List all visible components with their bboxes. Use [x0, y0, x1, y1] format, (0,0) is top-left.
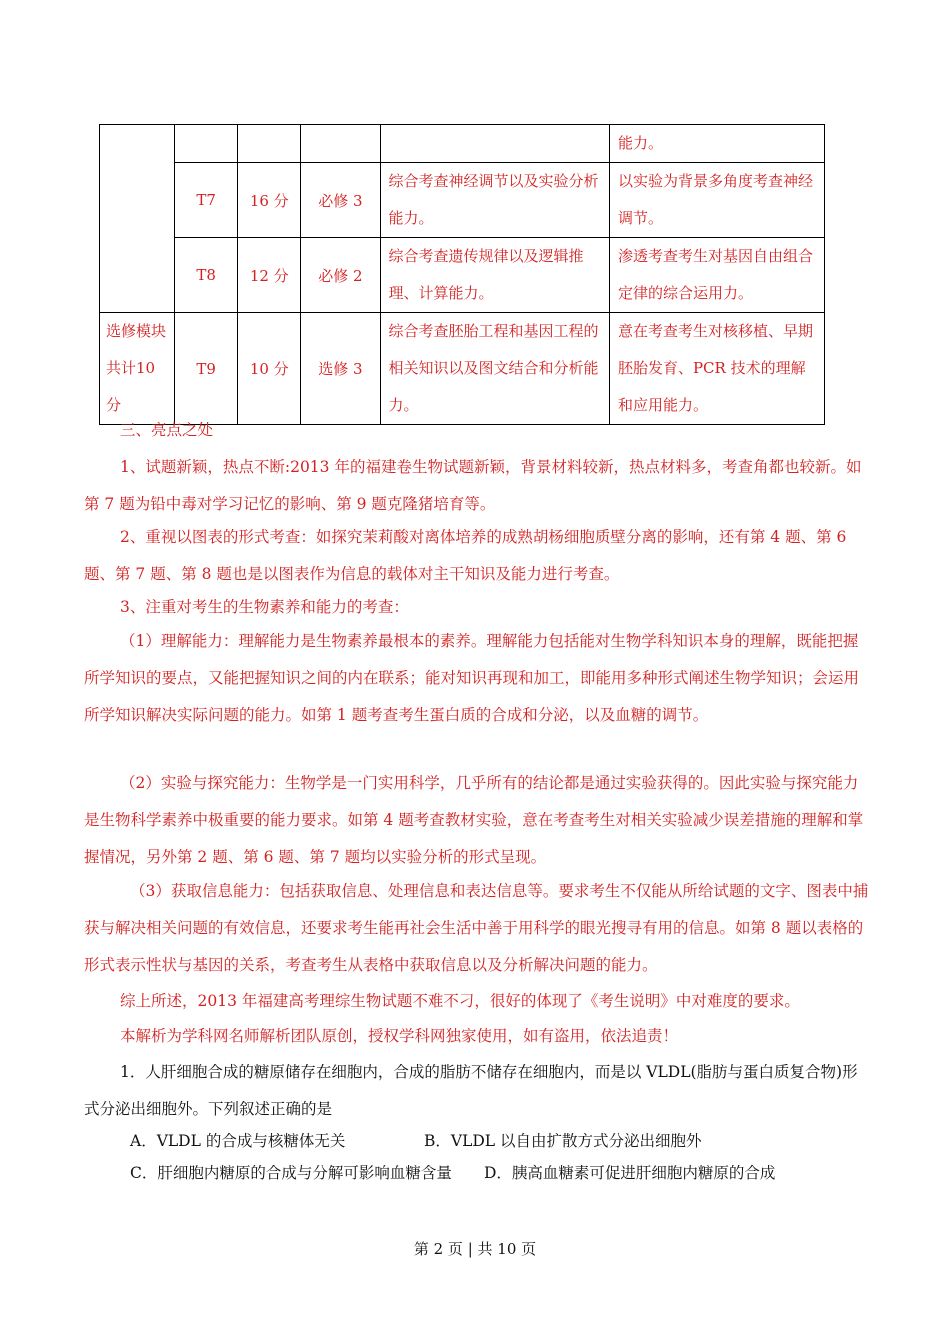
page-footer: 第 2 页 | 共 10 页 [413, 1240, 537, 1258]
option-b: B．VLDL 以自由扩散方式分泌出细胞外 [424, 1132, 702, 1150]
option-a: A．VLDL 的合成与核糖体无关 [130, 1132, 346, 1150]
table-row [100, 163, 825, 238]
option-c: C．肝细胞内糖原的合成与分解可影响血糖含量 [130, 1164, 452, 1182]
table-row [100, 313, 825, 425]
ability-information: （3）获取信息能力：包括获取信息、处理信息和表达信息等。要求考生不仅能从所给试题的文字、图表中捕获与解决相关问题的有效信息，还要求考生能再社会生活中善于用科学的眼光搜寻有用的信息。如第 8 题以表格的形式表示性状与基因的关系，考查考生从表格中获取信息以及分析解决问题的能力。 [84, 882, 869, 974]
copyright-notice: 本解析为学科网名师解析团队原创，授权学科网独家使用，如有盗用，依法追责！ [120, 1027, 679, 1045]
highlight-point-2: 2、重视以图表的形式考查：如探究茉莉酸对离体培养的成熟胡杨细胞质壁分离的影响，还有第 4 题、第 6 题、第 7 题、第 8 题也是以图表作为信息的载体对主干知识及能力进行考查。 [84, 528, 847, 583]
table-cell-score: 10 分 [238, 313, 301, 425]
table-cell-book: 必修 2 [301, 238, 380, 313]
summary-paragraph: 综上所述，2013 年福建高考理综生物试题不难不刁，很好的体现了《考生说明》中对难度的要求。 [120, 992, 800, 1010]
ability-understanding: （1）理解能力：理解能力是生物素养最根本的素养。理解能力包括能对生物学科知识本身的理解，既能把握所学知识的要点，又能把握知识之间的内在联系；能对知识再现和加工，即能用多种形式阐述生物学知识；会运用所学知识解决实际问题的能力。如第 1 题考查考生蛋白质的合成和分泌，以及血糖的调节。 [84, 632, 860, 724]
exam-analysis-table [99, 124, 825, 425]
table-cell-goal: 渗透考查考生对基因自由组合定律的综合运用力。 [609, 238, 824, 313]
table-cell-num [175, 125, 238, 163]
highlight-point-3: 3、注重对考生的生物素养和能力的考查： [120, 598, 409, 616]
table-cell-score [238, 125, 301, 163]
table-cell-desc: 综合考查胚胎工程和基因工程的相关知识以及图文结合和分析能力。 [380, 313, 609, 425]
table-cell-module: 选修模块共计10分 [100, 313, 175, 425]
table-cell-goal: 意在考查考生对核移植、早期胚胎发育、PCR 技术的理解和应用能力。 [609, 313, 824, 425]
table-cell-book: 选修 3 [301, 313, 380, 425]
table-cell-goal: 以实验为背景多角度考查神经调节。 [609, 163, 824, 238]
table-cell-desc: 综合考查遗传规律以及逻辑推理、计算能力。 [380, 238, 609, 313]
ability-experiment: （2）实验与探究能力：生物学是一门实用科学，几乎所有的结论都是通过实验获得的。因此实验与探究能力是生物科学素养中极重要的能力要求。如第 4 题考查教材实验，意在考查考生对相关实验减少误差措施的理解和掌握情况，另外第 2 题、第 6 题、第 7 题均以实验分析的形式呈现。 [84, 774, 864, 866]
section-title: 三、亮点之处 [120, 421, 214, 439]
table-cell-num: T7 [175, 163, 238, 238]
table-cell-desc: 综合考查神经调节以及实验分析能力。 [380, 163, 609, 238]
question-stem: 1．人肝细胞合成的糖原储存在细胞内，合成的脂肪不储存在细胞内，而是以 VLDL(脂肪与蛋白质复合物)形式分泌出细胞外。下列叙述正确的是 [84, 1063, 858, 1118]
table-cell-num: T9 [175, 313, 238, 425]
table-cell-goal: 能力。 [609, 125, 824, 163]
table-row [100, 125, 825, 163]
table-row [100, 238, 825, 313]
table-cell-module-empty [100, 125, 175, 313]
table-cell-book [301, 125, 380, 163]
table-cell-desc [380, 125, 609, 163]
table-cell-score: 16 分 [238, 163, 301, 238]
table-cell-book: 必修 3 [301, 163, 380, 238]
highlight-point-1: 1、试题新颖，热点不断:2013 年的福建卷生物试题新颖，背景材料较新，热点材料多，考查角都也较新。如第 7 题为铅中毒对学习记忆的影响、第 9 题克隆猪培育等。 [84, 458, 862, 513]
option-d: D．胰高血糖素可促进肝细胞内糖原的合成 [484, 1164, 776, 1182]
table-cell-score: 12 分 [238, 238, 301, 313]
table-cell-num: T8 [175, 238, 238, 313]
